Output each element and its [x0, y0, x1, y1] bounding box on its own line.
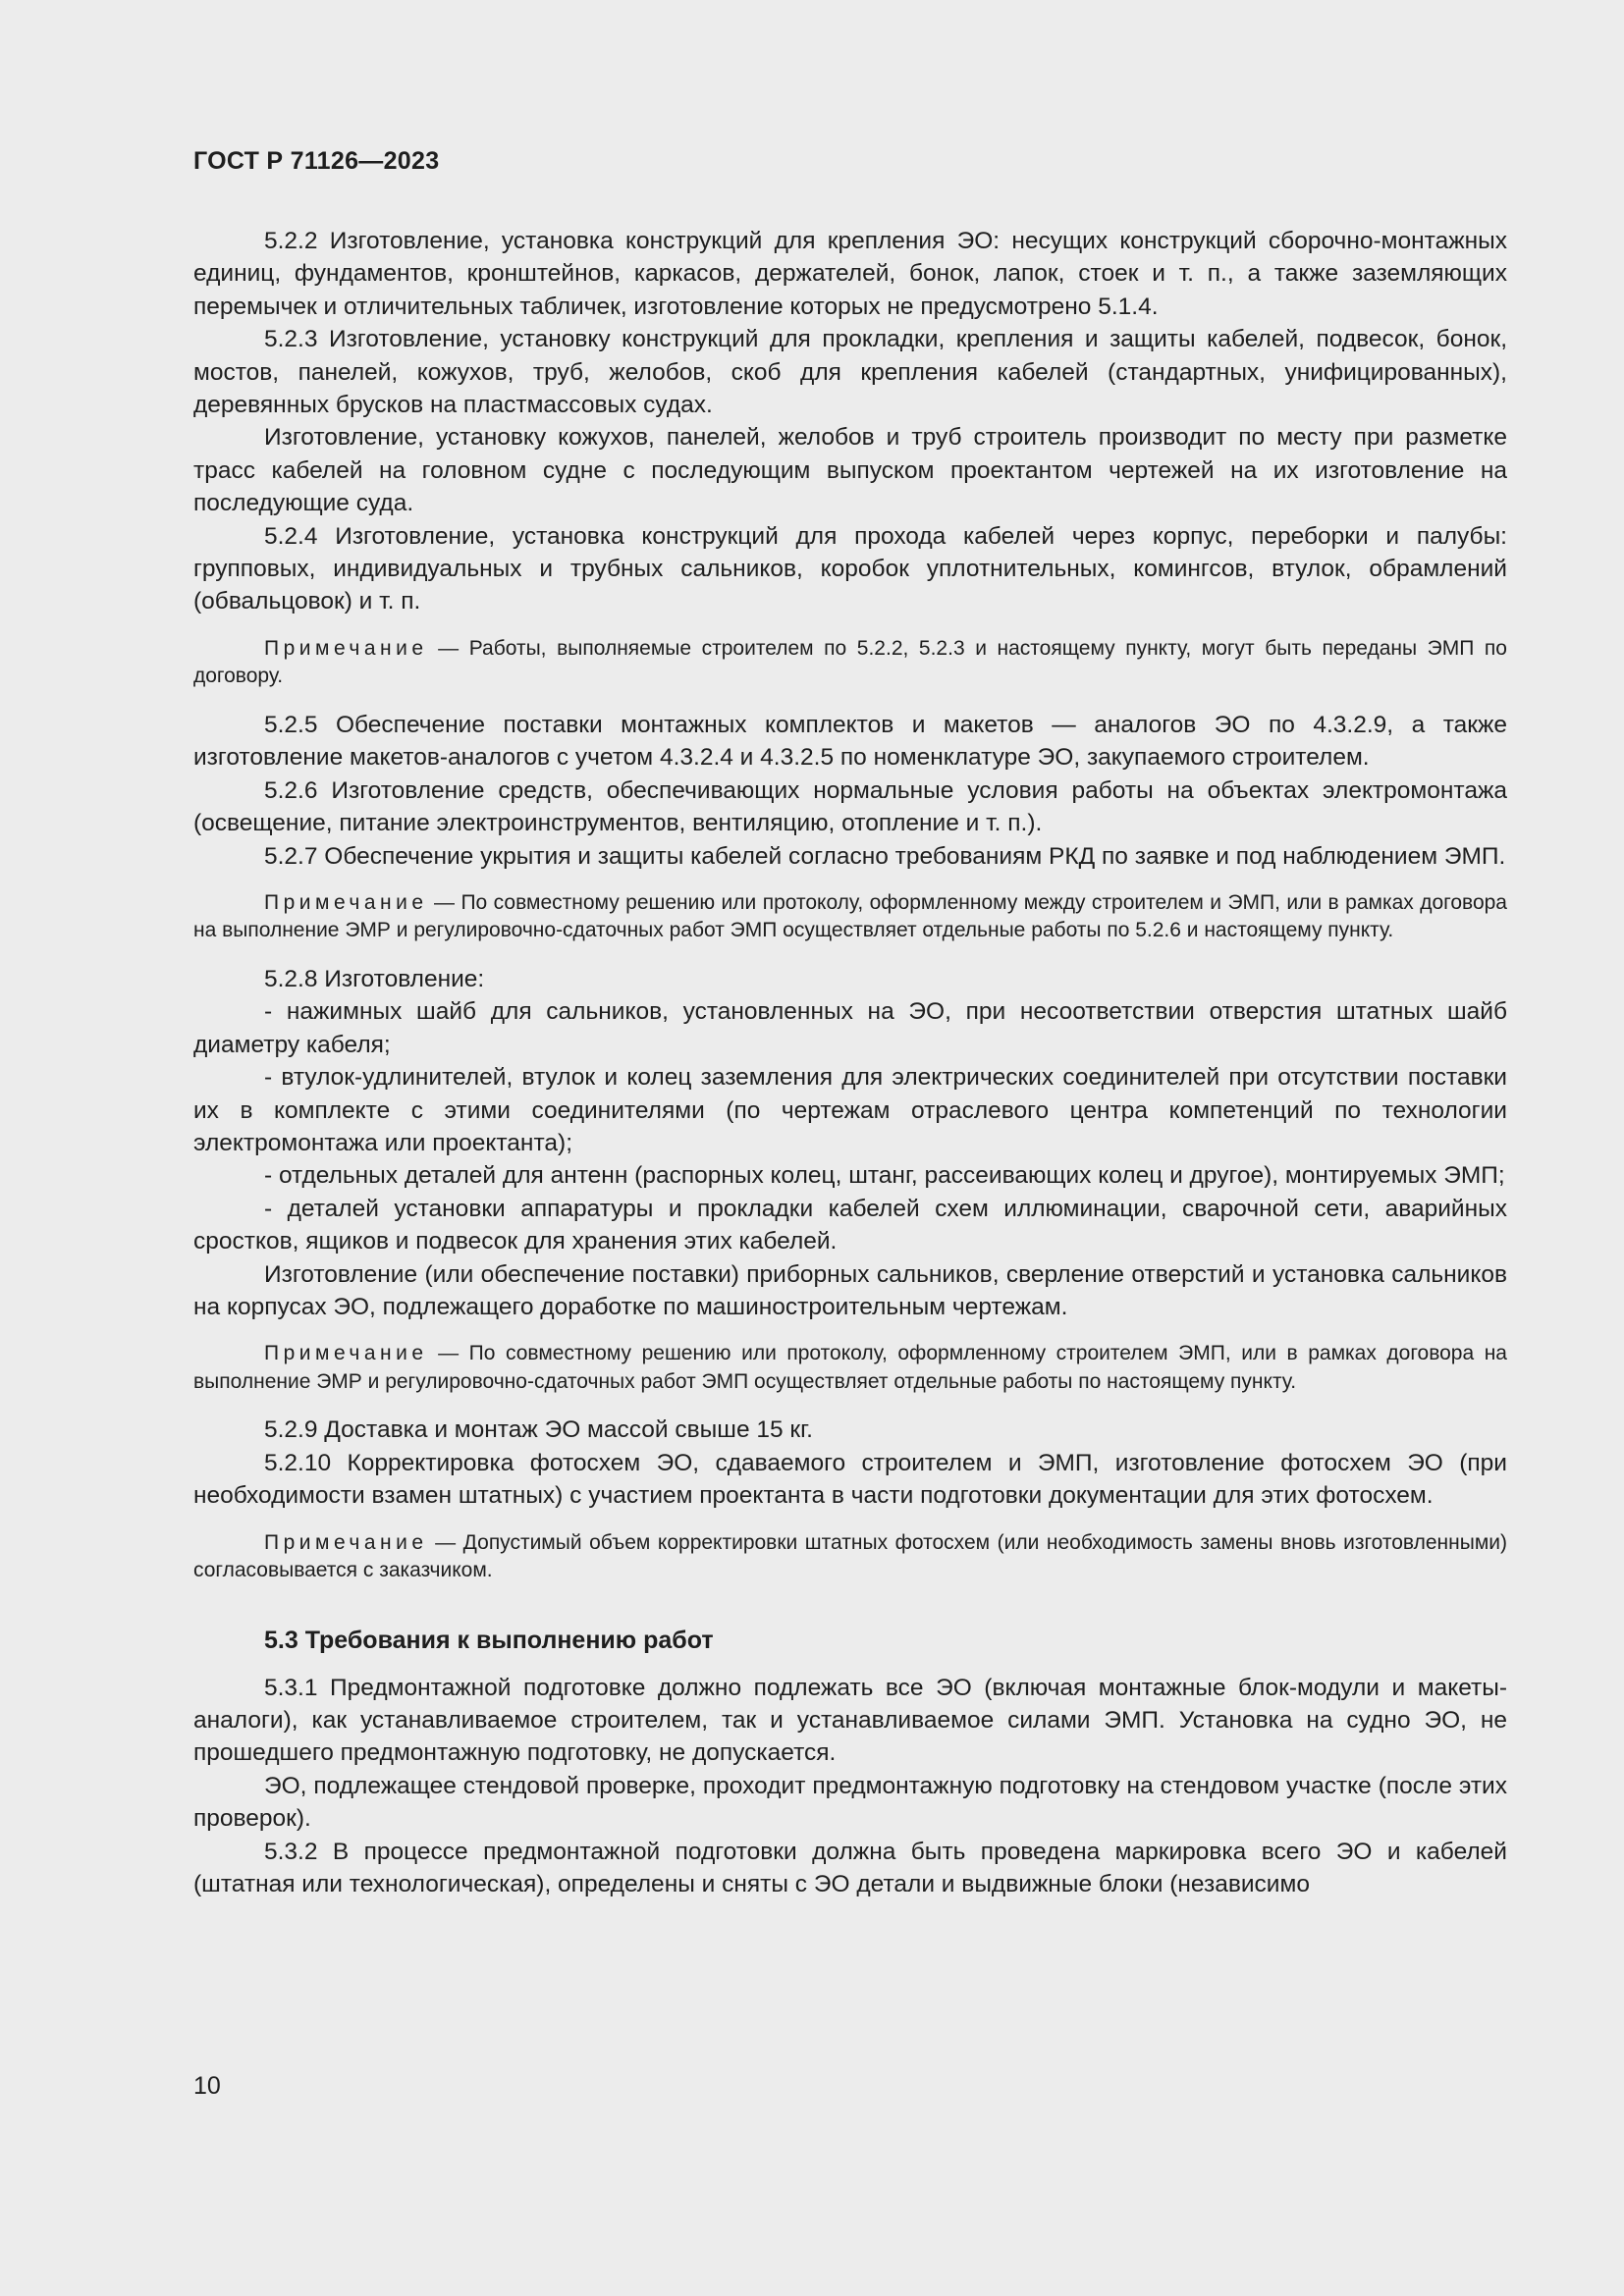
paragraph-5-3-1: 5.3.1 Предмонтажной подготовке должно подлежать все ЭО (включая монтажные блок-модули и макеты-аналоги), как устанавливаемое строителем, так и устанавливаемое силами ЭМП. Установка на судно ЭО, не прошедшего предмонтажную подготовку, не допускается.: [193, 1674, 1507, 1767]
note-label: Примечание: [264, 1530, 428, 1554]
paragraph-5-2-9: 5.2.9 Доставка и монтаж ЭО массой свыше 15 кг.: [264, 1416, 813, 1444]
note-text: — Допустимый объем корректировки штатных фотосхем (или необходимость замены вновь изготовленными) согласовывается с заказчиком.: [193, 1530, 1507, 1582]
paragraph-5-2-6: 5.2.6 Изготовление средств, обеспечивающих нормальные условия работы на объектах электромонтажа (освещение, питание электроинструментов, вентиляцию, отопление и т. п.).: [193, 776, 1507, 837]
note-text: — По совместному решению или протоколу, оформленному строителем ЭМП, или в рамках договора на выполнение ЭМР и регулировочно-сдаточных работ ЭМП осуществляет отдельные работы по настоящему пункту.: [193, 1342, 1507, 1393]
list-item-washers: - нажимных шайб для сальников, установленных на ЭО, при несоответствии отверстия штатных шайб диаметру кабеля;: [193, 998, 1507, 1058]
note-3: [193, 1340, 1507, 1396]
paragraph-5-2-3-cont: Изготовление, установку кожухов, панелей, желобов и труб строитель производит по месту при разметке трасс кабелей на головном судне с последующим выпуском проектантом чертежей на их изготовление на последующие суда.: [193, 424, 1507, 517]
note-text: — По совместному решению или протоколу, оформленному между строителем и ЭМП, или в рамках договора на выполнение ЭМР и регулировочно-сдаточных работ ЭМП осуществляет отдельные работы по 5.2.6 и настоящему пункту.: [193, 890, 1507, 942]
list-item-illumination-parts: - деталей установки аппаратуры и прокладки кабелей схем иллюминации, сварочной сети, аварийных сростков, ящиков и подвесок для хранения этих кабелей.: [193, 1195, 1507, 1255]
paragraph-5-3-2: 5.3.2 В процессе предмонтажной подготовки должна быть проведена маркировка всего ЭО и кабелей (штатная или технологическая), определены и сняты с ЭО детали и выдвижные блоки (независимо: [193, 1838, 1507, 1898]
note-label: Примечание: [264, 1342, 428, 1365]
note-text: — Работы, выполняемые строителем по 5.2.2, 5.2.3 и настоящему пункту, могут быть переданы ЭМП по договору.: [193, 636, 1507, 688]
list-item-antenna-parts: - отдельных деталей для антенн (распорных колец, штанг, рассеивающих колец и другое), монтируемых ЭМП;: [264, 1162, 1505, 1190]
note-4: [193, 1529, 1507, 1585]
document-code-header: ГОСТ Р 71126—2023: [193, 147, 440, 175]
paragraph-5-2-7: 5.2.7 Обеспечение укрытия и защиты кабелей согласно требованиям РКД по заявке и под наблюдением ЭМП.: [264, 842, 1506, 870]
note-1: [193, 635, 1507, 691]
paragraph-5-2-10: 5.2.10 Корректировка фотосхем ЭО, сдаваемого строителем и ЭМП, изготовление фотосхем ЭО (при необходимости взамен штатных) с участием проектанта в части подготовки документации для этих фотосхем.: [193, 1449, 1507, 1510]
paragraph-5-2-4: 5.2.4 Изготовление, установка конструкций для прохода кабелей через корпус, переборки и палубы: групповых, индивидуальных и трубных сальников, коробок уплотнительных, комингсов, втулок, обрамлений (обвальцовок) и т. п.: [193, 522, 1507, 615]
paragraph-5-2-2: 5.2.2 Изготовление, установка конструкций для крепления ЭО: несущих конструкций сборочно-монтажных единиц, фундаментов, кронштейнов, каркасов, держателей, бонок, лапок, стоек и т. п., а также заземляющих перемычек и отличительных табличек, изготовление которых не предусмотрено 5.1.4.: [193, 228, 1507, 320]
paragraph-5-2-3: 5.2.3 Изготовление, установку конструкций для прокладки, крепления и защиты кабелей, подвесок, бонок, мостов, панелей, кожухов, труб, желобов, скоб для крепления кабелей (стандартных, унифицированных), деревянных брусков на пластмассовых судах.: [193, 326, 1507, 419]
paragraph-5-3-1-cont: ЭО, подлежащее стендовой проверке, проходит предмонтажную подготовку на стендовом участке (после этих проверок).: [193, 1772, 1507, 1833]
paragraph-5-2-5: 5.2.5 Обеспечение поставки монтажных комплектов и макетов — аналогов ЭО по 4.3.2.9, а также изготовление макетов-аналогов с учетом 4.3.2.4 и 4.3.2.5 по номенклатуре ЭО, закупаемого строителем.: [193, 711, 1507, 772]
paragraph-5-2-8-cont: Изготовление (или обеспечение поставки) приборных сальников, сверление отверстий и установка сальников на корпусах ЭО, подлежащего доработке по машиностроительным чертежам.: [193, 1260, 1507, 1320]
paragraph-5-2-8: 5.2.8 Изготовление:: [264, 965, 485, 992]
note-label: Примечание: [264, 636, 428, 660]
document-body: [193, 225, 1507, 1900]
section-heading-5-3: 5.3 Требования к выполнению работ: [264, 1626, 714, 1654]
note-label: Примечание: [264, 890, 428, 914]
list-item-bushings: - втулок-удлинителей, втулок и колец заземления для электрических соединителей при отсутствии поставки их в комплекте с этими соединителями (по чертежам отраслевого центра компетенций по технологии электромонтажа или проектанта);: [193, 1064, 1507, 1156]
page-number: 10: [193, 2072, 221, 2100]
note-2: [193, 889, 1507, 945]
